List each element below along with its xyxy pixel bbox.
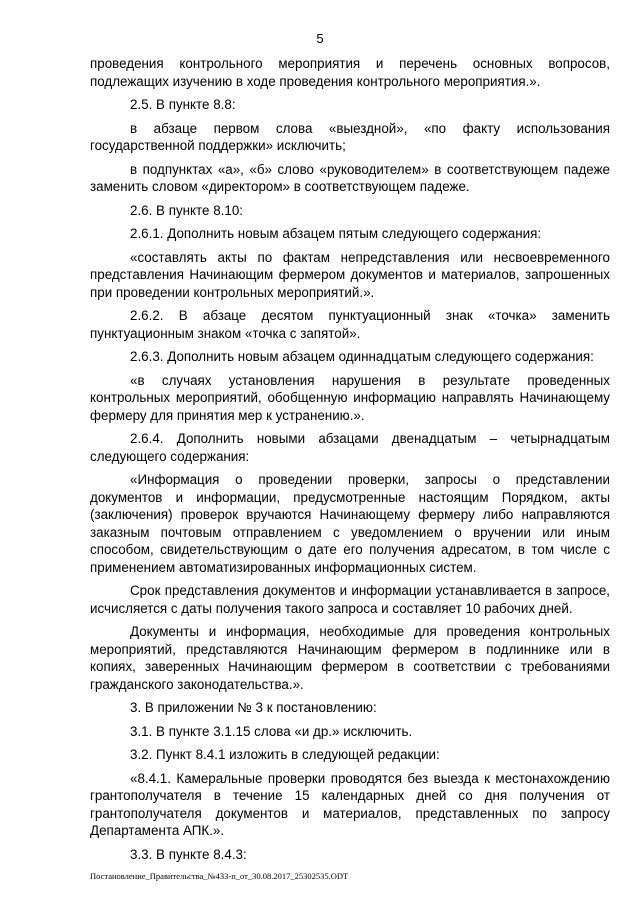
page-number: 5 bbox=[316, 31, 324, 46]
paragraph: в абзаце первом слова «выездной», «по факту использования государственной поддержки» исключить; bbox=[90, 120, 610, 153]
document-body bbox=[90, 55, 610, 869]
paragraph: Срок представления документов и информации устанавливается в запросе, исчисляется с даты получения такого запроса и составляет 10 рабочих дней. bbox=[90, 583, 610, 616]
paragraph: 2.5. В пункте 8.8: bbox=[130, 97, 236, 112]
paragraph: 2.6.4. Дополнить новыми абзацами двенадцатым – четырнадцатым следующего содержания: bbox=[90, 431, 610, 464]
paragraph: «в случаях установления нарушения в результате проведенных контрольных мероприятий, обобщенную информацию направлять Начинающему фермеру для принятия мер к устранению.». bbox=[90, 372, 610, 423]
paragraph: 2.6.3. Дополнить новым абзацем одиннадцатым следующего содержания: bbox=[130, 349, 594, 364]
paragraph: Документы и информация, необходимые для проведения контрольных мероприятий, представляются Начинающим фермером в подлиннике или в копиях, заверенных Начинающим фермером в соответствии с требованиями гражданского законодательства.». bbox=[90, 624, 610, 692]
paragraph: «составлять акты по фактам непредставления или несвоевременного представления Начинающим фермером документов и материалов, запрошенных при проведении контрольных мероприятий.». bbox=[90, 249, 610, 300]
paragraph: «Информация о проведении проверки, запросы о представлении документов и информации, предусмотренные настоящим Порядком, акты (заключения) проверок вручаются Начинающему фермеру либо направляются заказным почтовым отправлением с уведомлением о вручении или иным способом, свидетельствующим о дате его получения адресатом, в том числе с применением автоматизированных информационных систем. bbox=[90, 472, 610, 575]
paragraph: 2.6.2. В абзаце десятом пунктуационный знак «точка» заменить пунктуационным знаком «точка с запятой». bbox=[90, 308, 610, 341]
footer-filename: Постановление_Правительства_№433-п_от_30.08.2017_25302535.ODT bbox=[90, 871, 349, 881]
paragraph: 2.6.1. Дополнить новым абзацем пятым следующего содержания: bbox=[130, 226, 542, 241]
paragraph: проведения контрольного мероприятия и перечень основных вопросов, подлежащих изучению в ходе проведения контрольного мероприятия.». bbox=[90, 56, 610, 89]
paragraph: «8.4.1. Камеральные проверки проводятся без выезда к местонахождению грантополучателя в течение 15 календарных дней со дня получения от грантополучателя документов и материалов, представленных по запросу Департамента АПК.». bbox=[90, 770, 610, 838]
paragraph: 3.3. В пункте 8.4.3: bbox=[130, 846, 247, 862]
paragraph: в подпунктах «а», «б» слово «руководителем» в соответствующем падеже заменить словом «директором» в соответствующем падеже. bbox=[90, 161, 610, 194]
paragraph: 3.1. В пункте 3.1.15 слова «и др.» исключить. bbox=[130, 723, 413, 739]
paragraph: 3.2. Пункт 8.4.1 изложить в следующей редакции: bbox=[130, 747, 440, 762]
paragraph: 3. В приложении № 3 к постановлению: bbox=[130, 700, 377, 715]
paragraph: 2.6. В пункте 8.10: bbox=[130, 202, 243, 218]
